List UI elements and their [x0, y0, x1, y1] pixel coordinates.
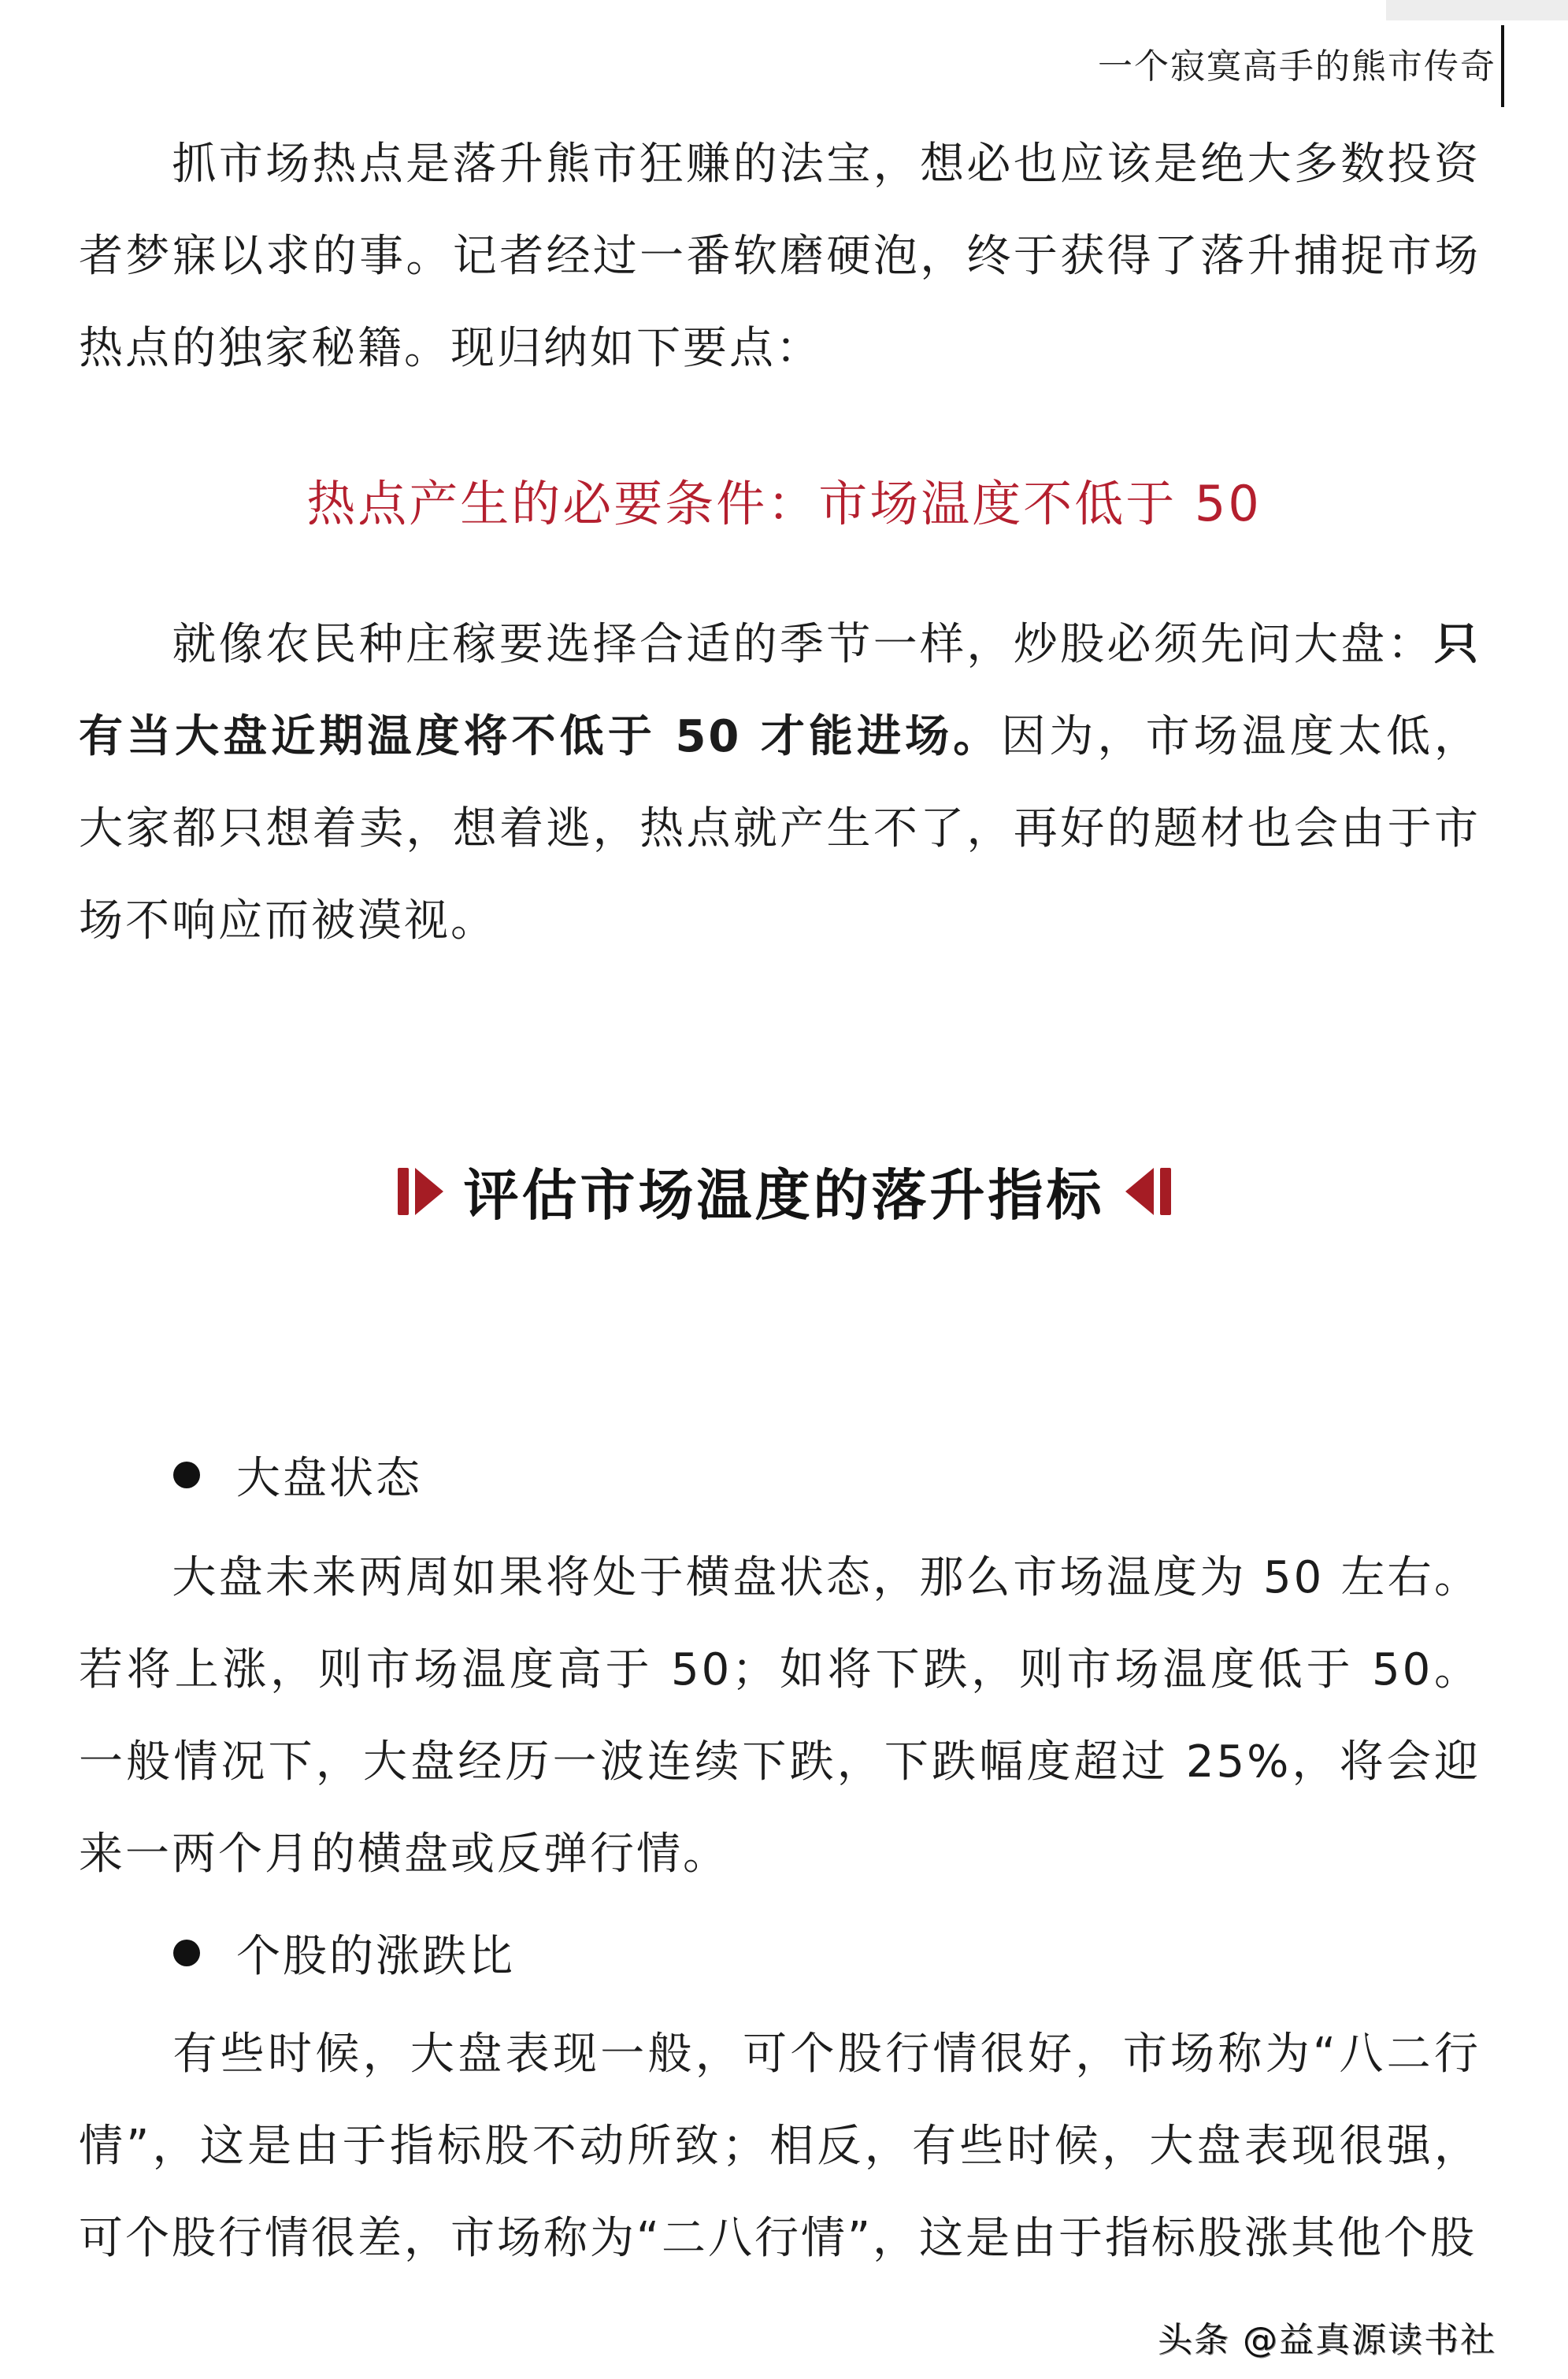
indicator-body-advance-decline [79, 2008, 1481, 2285]
condition-paragraph [79, 598, 1481, 967]
indicator-body-market-state [79, 1532, 1481, 1900]
intro-text: 抓市场热点是落升熊市狂赚的法宝，想必也应该是绝大多数投资者梦寐以求的事。记者经过一番软磨硬泡，终于获得了落升捕捉市场热点的独家秘籍。现归纳如下要点： [79, 139, 1481, 374]
indicator-body-text: 有些时候，大盘表现一般，可个股行情很好，市场称为“八二行情”，这是由于指标股不动所致；相反，有些时候，大盘表现很强，可个股行情很差，市场称为“二八行情”，这是由于指标股涨其他个股 [79, 2029, 1481, 2264]
section-marker-left-icon [398, 1166, 443, 1217]
intro-paragraph [79, 118, 1481, 395]
indicator-heading-market-state [173, 1443, 422, 1506]
header-divider [1501, 25, 1504, 107]
bullet-icon [173, 1940, 200, 1966]
page-corner-shadow [1386, 0, 1568, 20]
watermark-text: 头条 @益真源读书社 [1158, 2320, 1496, 2360]
indicator-heading-advance-decline [173, 1921, 515, 1984]
indicator-heading-text: 个股的涨跌比 [236, 1931, 515, 1982]
section-title [0, 1151, 1568, 1231]
indicator-heading-text: 大盘状态 [236, 1453, 422, 1504]
running-header-title: 一个寂寞高手的熊市传奇 [1098, 46, 1496, 87]
condition-rest-text: 因为，市场温度太低，大家都只想着卖，想着逃，热点就产生不了，再好的题材也会由于市场不响应而被漠视。 [79, 711, 1481, 947]
bullet-icon [173, 1462, 200, 1488]
condition-lead-text: 就像农民种庄稼要选择合适的季节一样，炒股必须先问大盘： [172, 619, 1434, 670]
condition-heading: 热点产生的必要条件：市场温度不低于 50 [306, 475, 1262, 532]
section-marker-right-icon [1125, 1166, 1171, 1217]
indicator-body-text: 大盘未来两周如果将处于横盘状态，那么市场温度为 50 左右。若将上涨，则市场温度高于 50；如将下跌，则市场温度低于 50。一般情况下，大盘经历一波连续下跌，下跌幅度超过 25%，将会迎来一两个月的横盘或反弹行情。 [79, 1552, 1481, 1880]
section-title-text: 评估市场温度的落升指标 [463, 1162, 1105, 1228]
condition-bold-text: 只有当大盘近期温度将不低于 50 才能进场。 [79, 619, 1481, 762]
